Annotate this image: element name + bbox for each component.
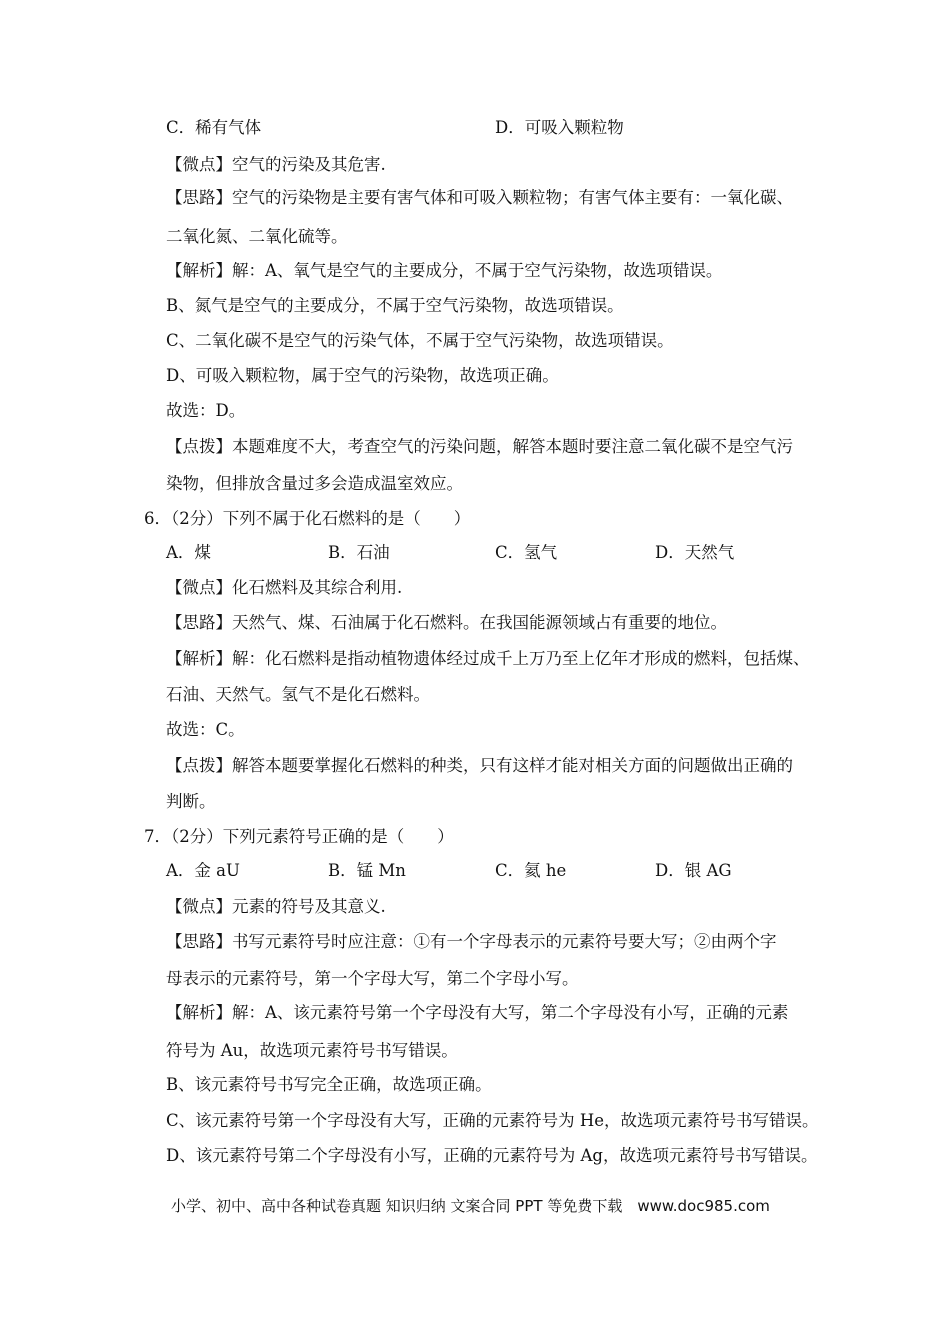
q6-tip-cont: 判断。 xyxy=(166,792,216,811)
q6-question: 6．（2分）下列不属于化石燃料的是（ ） xyxy=(144,509,471,528)
q5-analysis: 【解析】解：A、氧气是空气的主要成分，不属于空气污染物，故选项错误。 xyxy=(166,261,723,280)
q5-approach-cont: 二氧化氮、二氧化硫等。 xyxy=(166,227,348,246)
q7-option-a: A．金 aU xyxy=(166,861,240,880)
q5-tip-cont: 染物，但排放含量过多会造成温室效应。 xyxy=(166,474,463,493)
q7-analysis: 【解析】解：A、该元素符号第一个字母没有大写，第二个字母没有小写，正确的元素 xyxy=(166,1003,789,1022)
q7-approach-cont: 母表示的元素符号，第一个字母大写，第二个字母小写。 xyxy=(166,969,579,988)
q7-option-b: B．锰 Mn xyxy=(328,861,406,880)
q5-analysis-b: B、氮气是空气的主要成分，不属于空气污染物，故选项错误。 xyxy=(166,296,624,315)
q6-answer: 故选：C。 xyxy=(166,720,245,739)
q6-analysis: 【解析】解：化石燃料是指动植物遗体经过成千上万乃至上亿年才形成的燃料，包括煤、 xyxy=(166,649,810,668)
q5-analysis-d: D、可吸入颗粒物，属于空气的污染物，故选项正确。 xyxy=(166,366,559,385)
q5-option-d: D．可吸入颗粒物 xyxy=(495,118,624,137)
q7-analysis-c: C、该元素符号第一个字母没有大写，正确的元素符号为 He，故选项元素符号书写错误。 xyxy=(166,1111,819,1130)
q7-option-c: C．氦 he xyxy=(495,861,567,880)
q7-analysis-b: B、该元素符号书写完全正确，故选项正确。 xyxy=(166,1075,492,1094)
q6-option-b: B．石油 xyxy=(328,543,390,562)
q7-analysis-d: D、该元素符号第二个字母没有小写，正确的元素符号为 Ag，故选项元素符号书写错误。 xyxy=(166,1146,818,1165)
q5-analysis-c: C、二氧化碳不是空气的污染气体，不属于空气污染物，故选项错误。 xyxy=(166,331,674,350)
q5-tip: 【点拨】本题难度不大，考查空气的污染问题，解答本题时要注意二氧化碳不是空气污 xyxy=(166,437,793,456)
q6-option-c: C．氢气 xyxy=(495,543,558,562)
q6-option-a: A．煤 xyxy=(166,543,211,562)
q7-approach: 【思路】书写元素符号时应注意：①有一个字母表示的元素符号要大写；②由两个字 xyxy=(166,932,777,951)
q6-approach: 【思路】天然气、煤、石油属于化石燃料。在我国能源领域占有重要的地位。 xyxy=(166,613,727,632)
q5-option-c: C．稀有气体 xyxy=(166,118,262,137)
q6-option-d: D．天然气 xyxy=(655,543,735,562)
q5-micro-point: 【微点】空气的污染及其危害. xyxy=(166,155,386,174)
q5-approach: 【思路】空气的污染物是主要有害气体和可吸入颗粒物；有害气体主要有：一氧化碳、 xyxy=(166,188,793,207)
q7-micro-point: 【微点】元素的符号及其意义. xyxy=(166,897,386,916)
page-footer: 小学、初中、高中各种试卷真题 知识归纳 文案合同 PPT 等免费下载 www.doc985.com xyxy=(171,1197,770,1215)
q5-answer: 故选：D。 xyxy=(166,401,246,420)
q7-option-d: D．银 AG xyxy=(655,861,732,880)
q7-analysis-cont: 符号为 Au，故选项元素符号书写错误。 xyxy=(166,1041,458,1060)
q6-analysis-cont: 石油、天然气。氢气不是化石燃料。 xyxy=(166,685,430,704)
q6-tip: 【点拨】解答本题要掌握化石燃料的种类，只有这样才能对相关方面的问题做出正确的 xyxy=(166,756,793,775)
q6-micro-point: 【微点】化石燃料及其综合利用. xyxy=(166,578,403,597)
q7-question: 7．（2分）下列元素符号正确的是（ ） xyxy=(144,827,454,846)
